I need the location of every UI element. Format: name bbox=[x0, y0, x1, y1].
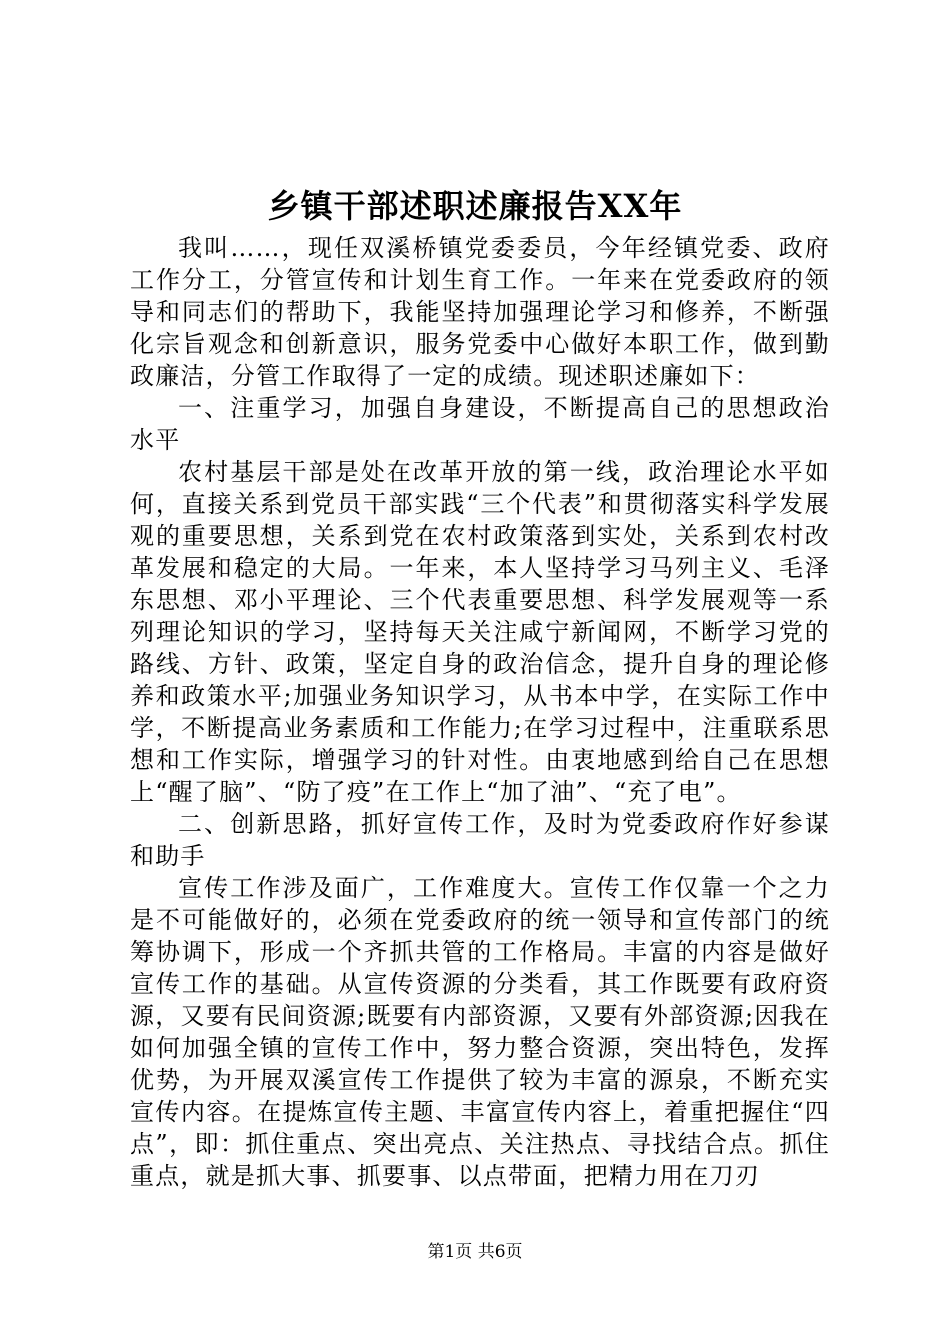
section-heading-2: 二、创新思路，抓好宣传工作，及时为党委政府作好参谋和助手 bbox=[130, 810, 830, 870]
page-footer: 第1页 共6页 bbox=[427, 1242, 523, 1262]
paragraph-study: 农村基层干部是处在改革开放的第一线，政治理论水平如何，直接关系到党员干部实践“三个代表”和贯彻落实科学发展观的重要思想，关系到党在农村政策落到实处，关系到农村改革发展和稳定的大局。一年来，本人坚持学习马列主义、毛泽东思想、邓小平理论、三个代表重要思想、科学发展观等一系列理论知识的学习，坚持每天关注咸宁新闻网，不断学习党的路线、方针、政策，坚定自身的政治信念，提升自身的理论修养和政策水平;加强业务知识学习，从书本中学，在实际工作中学，不断提高业务素质和工作能力;在学习过程中，注重联系思想和工作实际，增强学习的针对性。由衷地感到给自己在思想上“醒了脑”、“防了疫”在工作上“加了油”、“充了电”。 bbox=[130, 458, 830, 806]
section-heading-1: 一、注重学习，加强自身建设，不断提高自己的思想政治水平 bbox=[130, 394, 830, 454]
paragraph-intro: 我叫……，现任双溪桥镇党委委员，今年经镇党委、政府工作分工，分管宣传和计划生育工作。一年来在党委政府的领导和同志们的帮助下，我能坚持加强理论学习和修养，不断强化宗旨观念和创新意识，服务党委中心做好本职工作，做到勤政廉洁，分管工作取得了一定的成绩。现述职述廉如下： bbox=[130, 234, 830, 390]
paragraph-publicity: 宣传工作涉及面广，工作难度大。宣传工作仅靠一个之力是不可能做好的，必须在党委政府的统一领导和宣传部门的统筹协调下，形成一个齐抓共管的工作格局。丰富的内容是做好宣传工作的基础。从宣传资源的分类看，其工作既要有政府资源，又要有民间资源;既要有内部资源，又要有外部资源;因我在如何加强全镇的宣传工作中，努力整合资源，突出特色，发挥优势，为开展双溪宣传工作提供了较为丰富的源泉，不断充实宣传内容。在提炼宣传主题、丰富宣传内容上，着重把握住“四点”，即：抓住重点、突出亮点、关注热点、寻找结合点。抓住重点，就是抓大事、抓要事、以点带面，把精力用在刀刃 bbox=[130, 874, 830, 1190]
document-body bbox=[130, 232, 830, 1192]
document-title: 乡镇干部述职述廉报告XX年 bbox=[267, 187, 683, 225]
